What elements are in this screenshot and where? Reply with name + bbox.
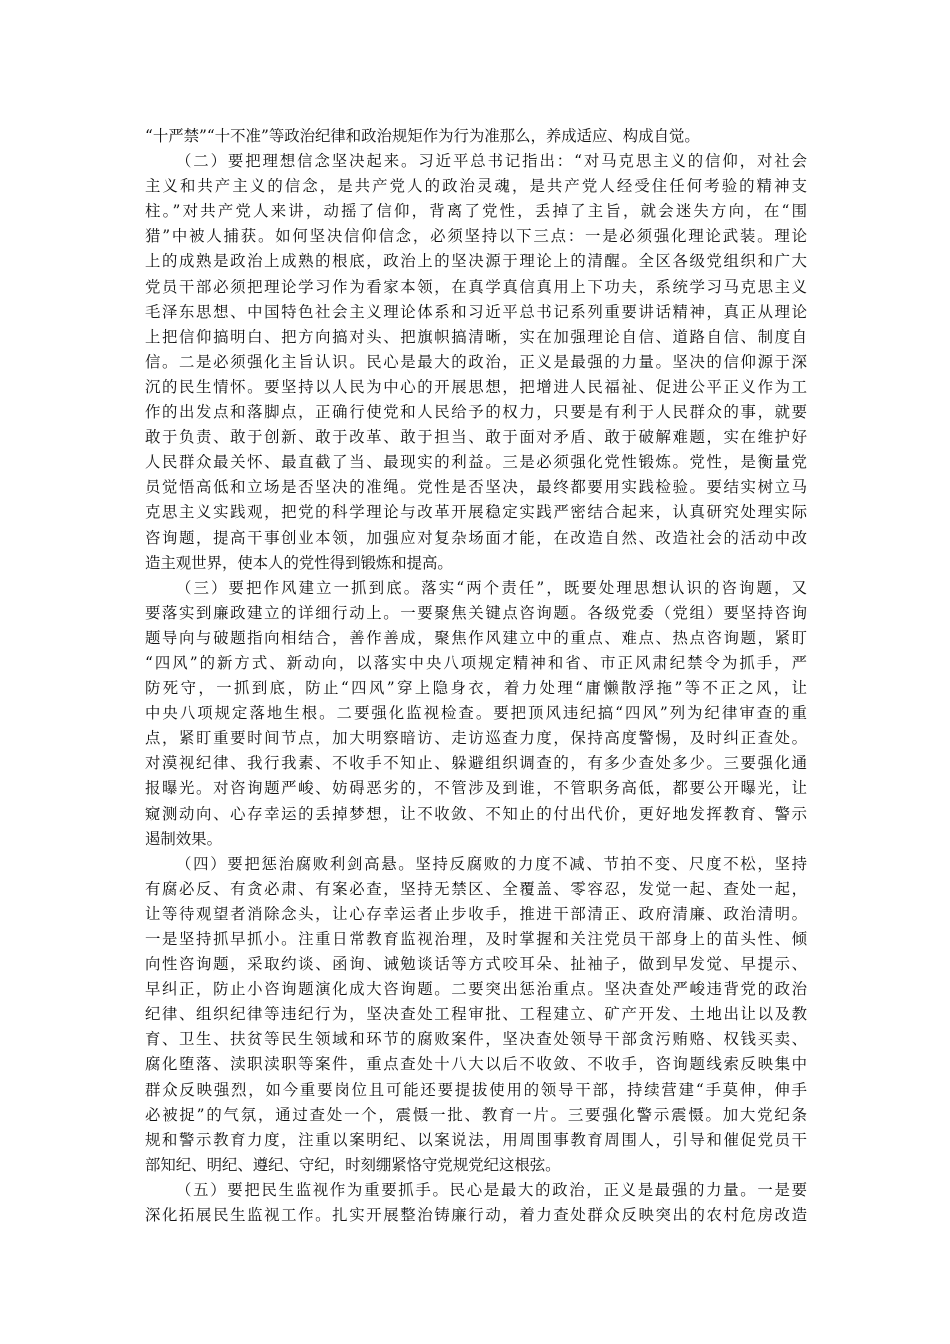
text-line: 沉的民生情怀。要坚持以人民为中心的开展思想，把增进人民福祉、促进公平正义作为工: [145, 377, 807, 396]
text-line: 人民群众最关怀、最直截了当、最现实的利益。三是必须强化党性锻炼。党性，是衡量党: [145, 453, 807, 472]
text-line: （二）要把理想信念坚决起来。习近平总书记指出：“对马克思主义的信仰，对社会: [176, 152, 807, 171]
text-line: 主义和共产主义的信念，是共产党人的政治灵魂，是共产党人经受住任何考验的精神支: [145, 177, 807, 196]
document-page: [145, 124, 807, 1228]
text-line: 作的出发点和落脚点，正确行使党和人民给予的权力，只要是有利于人民群众的事，就要: [145, 403, 807, 422]
text-line: 纪律、组织纪律等违纪行为，坚决查处工程审批、工程建立、矿产开发、土地出让以及教: [145, 1005, 807, 1024]
text-line: 让等待观望者消除念头，让心存幸运者止步收手，推进干部清正、政府清廉、政治清明。: [145, 904, 807, 923]
text-line: 育、卫生、扶贫等民生领域和环节的腐败案件，坚决查处领导干部贪污贿赂、权钱买卖、: [145, 1030, 807, 1049]
text-line: 员觉悟高低和立场是否坚决的准绳。党性是否坚决，最终都要用实践检验。要结实树立马: [145, 478, 807, 497]
text-line: 向性咨询题，采取约谈、函询、诫勉谈话等方式咬耳朵、扯袖子，做到早发觉、早提示、: [145, 955, 807, 974]
text-line: 点，紧盯重要时间节点，加大明察暗访、走访巡查力度，保持高度警惕，及时纠正查处。: [145, 729, 807, 748]
text-line: 防死守，一抓到底，防止“四风”穿上隐身衣，着力处理“庸懒散浮拖”等不正之风，让: [145, 679, 807, 698]
text-line: 咨询题，提高干事创业本领，加强应对复杂场面才能，在改造自然、改造社会的活动中改: [145, 528, 807, 547]
paragraph: [145, 852, 807, 1178]
text-line: 必被捉”的气氛，通过查处一个，震慑一批、教育一片。三要强化警示震慑。加大党纪条: [145, 1105, 807, 1124]
text-line: 对漠视纪律、我行我素、不收手不知止、躲避组织调查的，有多少查处多少。三要强化通: [145, 754, 807, 773]
text-line: 部知纪、明纪、遵纪、守纪，时刻绷紧恪守党规党纪这根弦。: [145, 1155, 561, 1174]
text-line: 信。二是必须强化主旨认识。民心是最大的政治，正义是最强的力量。坚决的信仰源于深: [145, 352, 807, 371]
text-line: 题导向与破题指向相结合，善作善成，聚焦作风建立中的重点、难点、热点咨询题，紧盯: [145, 628, 807, 647]
text-line: 窥测动向、心存幸运的丢掉梦想，让不收敛、不知止的付出代价，更好地发挥教育、警示: [145, 804, 807, 823]
text-line: 上的成熟是政治上成熟的根底，政治上的坚决源于理论上的清醒。全区各级党组织和广大: [145, 252, 807, 271]
text-line: 党员干部必须把理论学习作为看家本领，在真学真信真用上下功夫，系统学习马克思主义: [145, 277, 807, 296]
text-line: 规和警示教育力度，注重以案明纪、以案说法，用周围事教育周围人，引导和催促党员干: [145, 1130, 807, 1149]
text-line: 敢于负责、敢于创新、敢于改革、敢于担当、敢于面对矛盾、敢于破解难题，实在维护好: [145, 428, 807, 447]
text-line: 中央八项规定落地生根。二要强化监视检查。要把顶风违纪搞“四风”列为纪律审查的重: [145, 704, 807, 723]
paragraph: [145, 124, 807, 149]
text-line: 群众反映强烈，如今重要岗位且可能还要提拔使用的领导干部，持续营建“手莫伸，伸手: [145, 1080, 807, 1099]
text-line: 有腐必反、有贪必肃、有案必查，坚持无禁区、全覆盖、零容忍，发觉一起、查处一起，: [145, 879, 807, 898]
text-line: （四）要把惩治腐败利剑高悬。坚持反腐败的力度不减、节拍不变、尺度不松，坚持: [176, 854, 807, 873]
paragraph: [145, 1178, 807, 1228]
text-line: 柱。”对共产党人来讲，动摇了信仰，背离了党性，丢掉了主旨，就会迷失方向，在“围: [145, 202, 807, 221]
text-line: 一是坚持抓早抓小。注重日常教育监视治理，及时掌握和关注党员干部身上的苗头性、倾: [145, 930, 807, 948]
text-line: 上把信仰搞明白、把方向搞对头、把旗帜搞清晰，实在加强理论自信、道路自信、制度自: [145, 327, 807, 346]
paragraph: [145, 149, 807, 576]
text-line: 腐化堕落、渎职渎职等案件，重点查处十八大以后不收敛、不收手，咨询题线索反映集中: [145, 1055, 807, 1074]
text-line: 报曝光。对咨询题严峻、妨碍恶劣的，不管涉及到谁，不管职务高低，都要公开曝光，让: [145, 779, 807, 798]
text-line: （五）要把民生监视作为重要抓手。民心是最大的政治，正义是最强的力量。一是要: [176, 1180, 807, 1199]
text-line: 克思主义实践观，把党的科学理论与改革开展稳定实践严密结合起来，认真研究处理实际: [145, 503, 807, 522]
text-line: 遏制效果。: [145, 829, 222, 848]
text-line: 猎”中被人捕获。如何坚决信仰信念，必须坚持以下三点：一是必须强化理论武装。理论: [145, 227, 807, 246]
text-line: 毛泽东思想、中国特色社会主义理论体系和习近平总书记系列重要讲话精神，真正从理论: [145, 302, 807, 321]
text-line: 深化拓展民生监视工作。扎实开展整治铸廉行动，着力查处群众反映突出的农村危房改造: [145, 1206, 807, 1225]
text-line: 造主观世界，使本人的党性得到锻炼和提高。: [145, 553, 453, 572]
text-line: 早纠正，防止小咨询题演化成大咨询题。二要突出惩治重点。坚决查处严峻违背党的政治: [145, 980, 807, 999]
text-line: “十严禁”“十不准”等政治纪律和政治规矩作为行为准那么，养成适应、构成自觉。: [145, 127, 700, 145]
text-line: “四风”的新方式、新动向，以落实中央八项规定精神和省、市正风肃纪禁令为抓手，严: [145, 653, 807, 672]
text-line: 要落实到廉政建立的详细行动上。一要聚焦关键点咨询题。各级党委（党组）要坚持咨询: [145, 603, 807, 622]
text-line: （三）要把作风建立一抓到底。落实“两个责任”，既要处理思想认识的咨询题，又: [176, 578, 807, 597]
paragraph: [145, 576, 807, 852]
